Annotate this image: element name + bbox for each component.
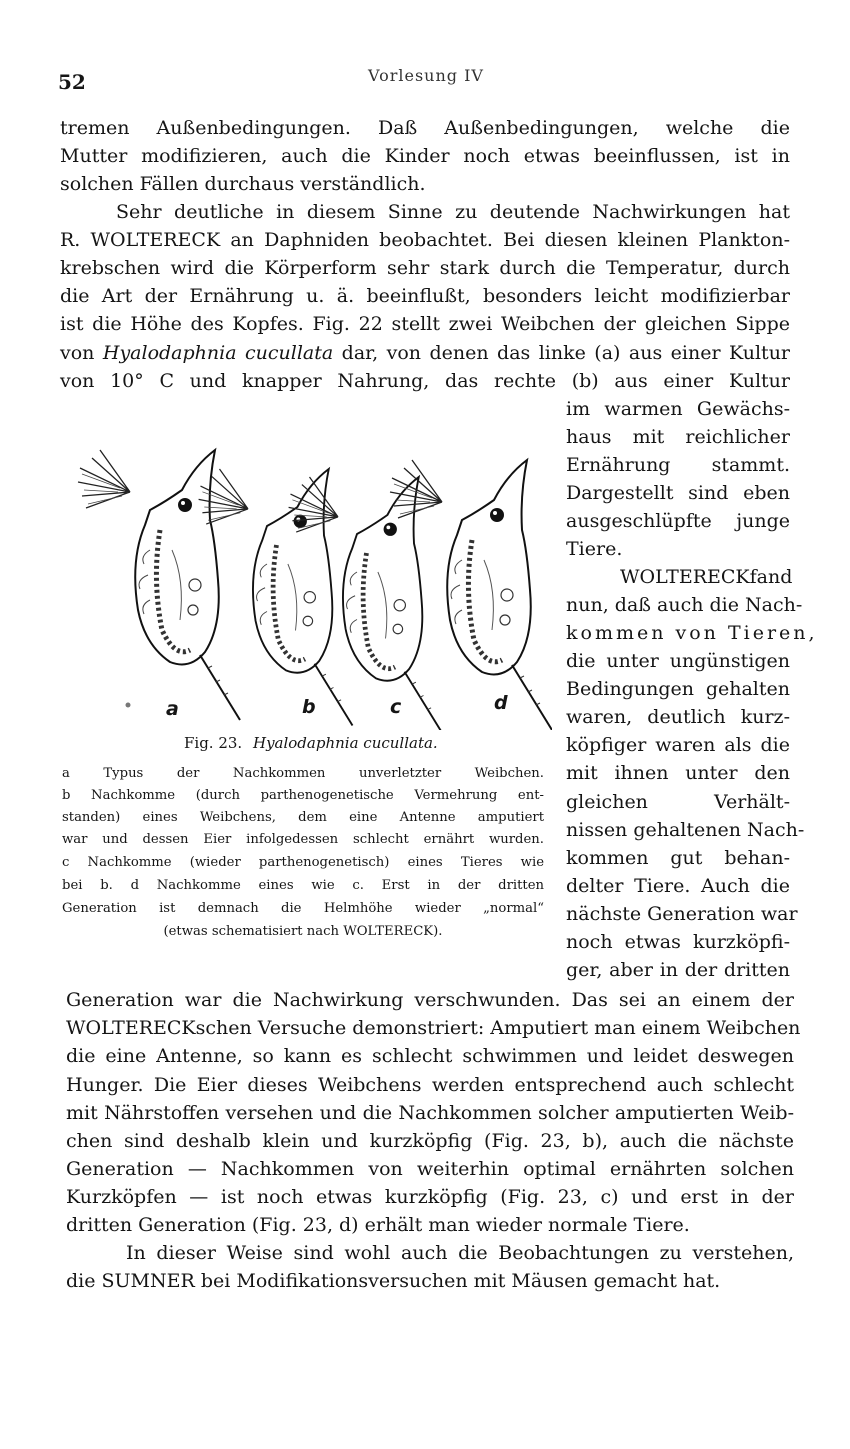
text-line: nächste Generation war [566, 903, 798, 925]
text-line: haus mit reichlicher [566, 426, 790, 448]
text-line: nun, daß auch die Nach- [566, 594, 803, 616]
text-line: Sehr deutliche in diesem Sinne zu deutende Nachwirkungen hat [116, 201, 790, 223]
text-line: krebschen wird die Körperform sehr stark durch die Temperatur, durch [60, 257, 790, 279]
text-line: Hunger. Die Eier dieses Weibchens werden entsprechend auch schlecht [66, 1074, 794, 1096]
figure-label-c: c [390, 696, 402, 718]
figure-label-d: d [494, 692, 508, 714]
figure-23 [62, 410, 552, 730]
caption-line: Generation ist demnach die Helmhöhe wieder „normal“ [62, 901, 544, 916]
figure-label-b: b [302, 696, 316, 718]
author-name: WOLTERECK [620, 566, 750, 588]
daphnia-a [78, 450, 240, 720]
text-line: In dieser Weise sind wohl auch die Beobachtungen zu verstehen, [126, 1242, 794, 1264]
text-line: kommen von Tieren, [566, 622, 818, 644]
text-line: die eine Antenne, so kann es schlecht schwimmen und leidet deswegen [66, 1045, 794, 1067]
text-line: von 10° C und knapper Nahrung, das rechte (b) aus einer Kultur [60, 370, 790, 392]
text-line: Tiere. [566, 538, 623, 560]
text-line: WOLTERECKschen Versuche demonstriert: Amputiert man einem Weibchen [66, 1017, 801, 1039]
running-head: Vorlesung IV [368, 66, 484, 85]
text-line: köpfiger waren als die [566, 734, 790, 756]
text-line: gleichen Verhält- [566, 791, 790, 813]
species-name: Hyalodaphnia cucullata [102, 342, 334, 364]
caption-line: (etwas schematisiert nach WOLTERECK). [163, 924, 443, 939]
text-line: die unter ungünstigen [566, 650, 790, 672]
caption-line: bei b. d Nachkomme eines wie c. Erst in der dritten [62, 878, 544, 893]
caption-line: a Typus der Nachkommen unverletzter Weibchen. [62, 766, 544, 781]
text-line [620, 565, 793, 589]
text-line: mit ihnen unter den [566, 762, 790, 784]
text-line: die SUMNER bei Modifikationsversuchen mit Mäusen gemacht hat. [66, 1270, 721, 1292]
text-line: dritten Generation (Fig. 23, d) erhält man wieder normale Tiere. [66, 1214, 690, 1236]
figure-label-a: a [166, 698, 179, 720]
text-line: Bedingungen gehalten [566, 678, 790, 700]
text-line: tremen Außenbedingungen. Daß Außenbedingungen, welche die [60, 117, 790, 139]
figure-title [184, 734, 438, 752]
text-line: Dargestellt sind eben [566, 482, 790, 504]
text-line: R. WOLTERECK an Daphniden beobachtet. Bei diesen kleinen Plankton- [60, 229, 790, 251]
figure-species: Hyalodaphnia cucullata. [252, 734, 438, 752]
figure-number: Fig. 23. [184, 734, 243, 752]
text-fragment: von [60, 342, 95, 364]
text-line: Generation — Nachkommen von weiterhin optimal ernährten solchen [66, 1158, 794, 1180]
text-line: Ernährung stammt. [566, 454, 790, 476]
caption-line: b Nachkomme (durch parthenogenetische Vermehrung ent- [62, 788, 544, 803]
text-line: Mutter modifizieren, auch die Kinder noch etwas beeinflussen, ist in [60, 145, 790, 167]
text-line: Kurzköpfen — ist noch etwas kurzköpfig (Fig. 23, c) und erst in der [66, 1186, 794, 1208]
text-line: nissen gehaltenen Nach- [566, 819, 805, 841]
text-line: die Art der Ernährung u. ä. beeinflußt, besonders leicht modifizierbar [60, 285, 790, 307]
text-line: ausgeschlüpfte junge [566, 510, 790, 532]
text-line: im warmen Gewächs- [566, 398, 790, 420]
text-line: Generation war die Nachwirkung verschwunden. Das sei an einem der [66, 989, 794, 1011]
caption-line: standen) eines Weibchens, dem eine Antenne amputiert [62, 810, 544, 825]
daphnia-c [289, 477, 443, 730]
text-line: ger, aber in der dritten [566, 959, 790, 981]
page-number: 52 [58, 70, 86, 94]
text-line: solchen Fällen durchaus verständlich. [60, 173, 426, 195]
caption-line: c Nachkomme (wieder parthenogenetisch) eines Tieres wie [62, 855, 544, 870]
text-line: delter Tiere. Auch die [566, 875, 790, 897]
text-line: kommen gut behan- [566, 847, 790, 869]
text-line: noch etwas kurzköpfi- [566, 931, 790, 953]
text-line: waren, deutlich kurz- [566, 706, 790, 728]
text-fragment: fand [749, 566, 793, 588]
text-line: ist die Höhe des Kopfes. Fig. 22 stellt zwei Weibchen der gleichen Sippe [60, 313, 790, 335]
text-fragment: dar, von denen das linke (a) aus einer Kultur [341, 342, 791, 364]
text-line [60, 341, 790, 365]
caption-line: war und dessen Eier infolgedessen schlecht ernährt wurden. [62, 832, 544, 847]
daphnia-b [199, 469, 353, 726]
daphnia-illustration [62, 410, 552, 730]
text-line: mit Nährstoffen versehen und die Nachkommen solcher amputierten Weib- [66, 1102, 794, 1124]
text-line: chen sind deshalb klein und kurzköpfig (Fig. 23, b), auch die nächste [66, 1130, 794, 1152]
